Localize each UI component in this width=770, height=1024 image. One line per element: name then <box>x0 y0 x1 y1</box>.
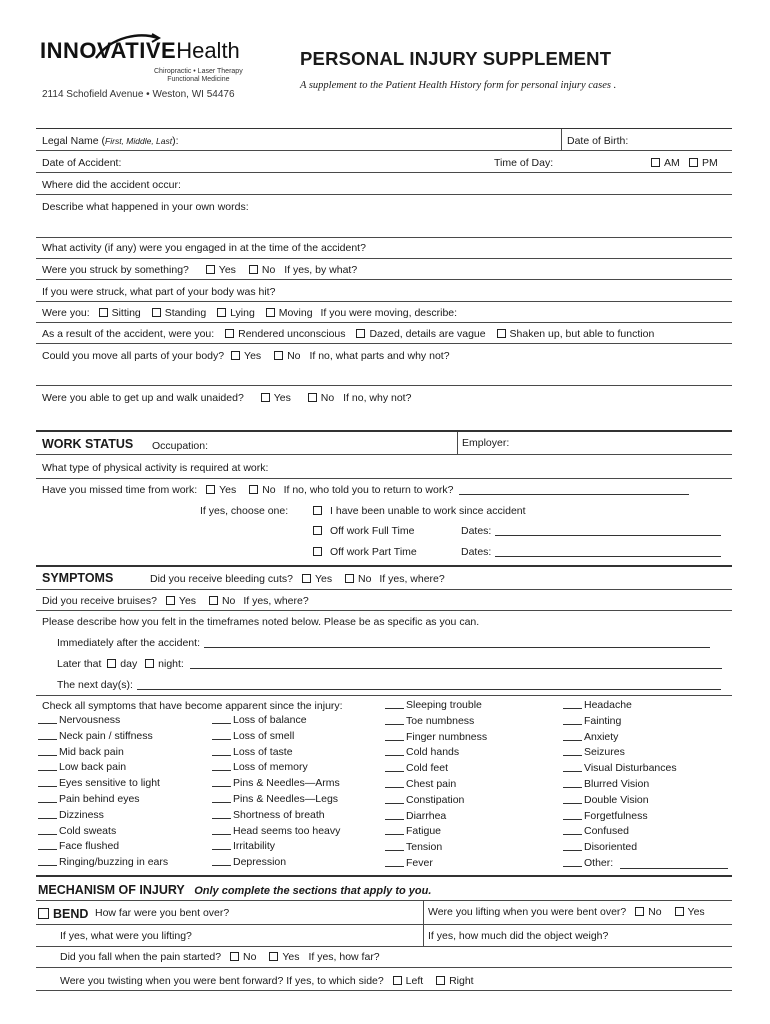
symptom-item[interactable] <box>385 698 487 714</box>
symptom-check-blank[interactable] <box>563 825 582 835</box>
dob-label: Date of Birth: <box>567 135 629 147</box>
divider <box>36 478 732 479</box>
bleeding-no[interactable]: No <box>345 573 371 585</box>
work-status-heading: WORK STATUS <box>42 437 134 451</box>
am-checkbox[interactable]: AM <box>651 157 680 169</box>
legal-name-label: Legal Name (First, Middle, Last): <box>42 135 179 147</box>
checkbox-icon[interactable] <box>308 393 317 402</box>
divider <box>36 194 732 195</box>
symptom-check-blank[interactable] <box>563 731 582 741</box>
symptom-check-blank[interactable] <box>212 825 231 835</box>
logo-tagline-2: Functional Medicine <box>167 76 230 83</box>
checkbox-icon[interactable] <box>230 952 239 961</box>
symptom-check-blank[interactable] <box>563 794 582 804</box>
symptom-item[interactable] <box>212 729 340 745</box>
symptom-label: Chest pain <box>406 777 457 790</box>
section-divider <box>36 565 732 567</box>
twist-left[interactable]: Left <box>393 975 424 987</box>
symptom-check-blank[interactable] <box>212 809 231 819</box>
lying-checkbox[interactable]: Lying <box>217 307 255 319</box>
symptom-check-blank[interactable] <box>385 825 404 835</box>
symptom-item[interactable] <box>385 824 487 840</box>
symptom-label: Finger numbness <box>406 730 488 743</box>
checkbox-icon[interactable] <box>206 485 215 494</box>
mechanism-note: Only complete the sections that apply to you. <box>194 885 432 897</box>
struck-part-label: If you were struck, what part of your body was hit? <box>42 286 276 298</box>
symptom-item[interactable] <box>563 809 677 825</box>
checkbox-icon[interactable] <box>436 976 445 985</box>
describe-label: Describe what happened in your own words: <box>42 201 249 213</box>
symptom-column-3 <box>385 698 487 872</box>
checkbox-icon[interactable] <box>145 659 154 668</box>
symptom-label: Head seems too heavy <box>233 824 341 837</box>
logo-swoosh-icon <box>92 32 162 62</box>
lifting-no[interactable]: No <box>635 906 661 918</box>
symptom-label: Cold hands <box>406 746 460 759</box>
symptom-label: Toe numbness <box>406 714 475 727</box>
symptom-label: Diarrhea <box>406 809 447 822</box>
full-time-dates-field[interactable] <box>495 526 721 536</box>
address: 2114 Schofield Avenue • Weston, WI 54476 <box>42 89 235 100</box>
missed-no[interactable]: No <box>249 484 275 496</box>
symptom-label: Pain behind eyes <box>59 792 140 805</box>
symptom-check-blank[interactable] <box>563 699 582 709</box>
logo-brand: INNOVATIVE <box>40 38 177 63</box>
symptom-item[interactable] <box>212 792 340 808</box>
symptom-check-blank[interactable] <box>385 841 404 851</box>
symptom-item[interactable] <box>385 809 487 825</box>
next-days-field[interactable] <box>137 680 721 690</box>
symptom-label: Fainting <box>584 714 622 727</box>
who-told-field[interactable] <box>459 485 689 495</box>
checkbox-icon[interactable] <box>689 158 698 167</box>
symptom-label: Visual Disturbances <box>584 762 677 775</box>
symptom-item[interactable] <box>212 760 340 776</box>
struck-yes[interactable]: Yes <box>206 264 236 276</box>
symptom-label: Loss of taste <box>233 745 293 758</box>
symptom-item[interactable] <box>385 777 487 793</box>
symptom-check-blank[interactable] <box>212 730 231 740</box>
checkbox-icon[interactable] <box>166 596 175 605</box>
symptom-label: Cold sweats <box>59 824 117 837</box>
symptom-column-2 <box>212 713 340 871</box>
page-title: PERSONAL INJURY SUPPLEMENT <box>300 48 612 69</box>
section-divider <box>36 875 732 877</box>
full-time-dates: Dates: <box>461 525 721 537</box>
mechanism-heading: MECHANISM OF INJURY <box>38 883 185 897</box>
bruises-no[interactable]: No <box>209 595 235 607</box>
symptom-check-blank[interactable] <box>38 777 57 787</box>
symptom-check-blank[interactable] <box>385 857 404 867</box>
checkbox-icon[interactable] <box>217 308 226 317</box>
bruises-row: Did you receive bruises? Yes No If yes, where? <box>42 595 309 607</box>
symptom-check-blank[interactable] <box>385 778 404 788</box>
divider <box>423 900 424 946</box>
divider <box>36 172 732 173</box>
symptom-check-blank[interactable] <box>385 794 404 804</box>
shaken-checkbox[interactable]: Shaken up, but able to function <box>497 328 655 340</box>
symptom-check-blank[interactable] <box>38 840 57 850</box>
activity-label: What activity (if any) were you engaged in at the time of the accident? <box>42 242 366 254</box>
symptom-label: Mid back pain <box>59 745 124 758</box>
symptom-check-blank[interactable] <box>212 777 231 787</box>
symptom-label: Pins & Needles—Legs <box>233 792 339 805</box>
symptom-label: Blurred Vision <box>584 777 650 790</box>
divider <box>36 924 732 925</box>
checkbox-icon[interactable] <box>249 485 258 494</box>
divider <box>36 258 732 259</box>
move-yes[interactable]: Yes <box>231 350 261 362</box>
part-time-dates-field[interactable] <box>495 547 721 557</box>
fall-no[interactable]: No <box>230 951 256 963</box>
symptom-label: Loss of balance <box>233 714 307 726</box>
symptom-label: Constipation <box>406 793 465 806</box>
symptom-label: Face flushed <box>59 840 120 853</box>
symptom-check-blank[interactable] <box>385 762 404 772</box>
divider <box>36 150 732 151</box>
checkbox-icon[interactable] <box>651 158 660 167</box>
symptom-label: Forgetfulness <box>584 809 648 822</box>
lifting-row: Were you lifting when you were bent over? No Yes <box>428 906 705 918</box>
symptom-check-blank[interactable] <box>212 746 231 756</box>
symptom-check-blank[interactable] <box>38 714 57 724</box>
symptom-check-blank[interactable] <box>385 731 404 741</box>
symptom-item[interactable] <box>563 840 677 856</box>
symptom-label: Irritability <box>233 840 276 853</box>
physical-label: What type of physical activity is required at work: <box>42 462 269 474</box>
twisting-row: Were you twisting when you were bent forward? If yes, to which side? Left Right <box>60 975 474 987</box>
symptom-check-blank[interactable] <box>212 856 231 866</box>
bruises-yes[interactable]: Yes <box>166 595 196 607</box>
move-parts-row: Could you move all parts of your body? Yes No If no, what parts and why not? <box>42 350 450 362</box>
symptom-item[interactable] <box>563 761 677 777</box>
employer-label: Employer: <box>462 437 510 449</box>
symptom-item[interactable] <box>385 761 487 777</box>
symptom-check-blank[interactable] <box>563 715 582 725</box>
checkbox-icon[interactable] <box>393 976 402 985</box>
pm-checkbox[interactable]: PM <box>689 157 718 169</box>
symptom-item[interactable] <box>563 714 677 730</box>
symptom-item[interactable] <box>563 793 677 809</box>
standing-checkbox[interactable]: Standing <box>152 307 206 319</box>
full-time-checkbox[interactable]: Off work Full Time <box>313 525 414 537</box>
symptom-label: Confused <box>584 825 629 838</box>
divider <box>36 967 732 968</box>
symptom-check-blank[interactable] <box>38 825 57 835</box>
next-days-row: The next day(s): <box>57 679 721 691</box>
symptom-label: Nervousness <box>59 714 121 726</box>
symptom-item[interactable] <box>38 745 168 761</box>
divider <box>36 990 732 991</box>
checkbox-icon[interactable] <box>225 329 234 338</box>
divider <box>36 385 732 386</box>
were-you-row: Were you: Sitting Standing Lying Moving If you were moving, describe: <box>42 307 458 319</box>
walk-yes[interactable]: Yes <box>261 392 291 404</box>
checkbox-icon[interactable] <box>635 907 644 916</box>
symptom-item[interactable] <box>385 714 487 730</box>
symptom-check-blank[interactable] <box>38 793 57 803</box>
divider <box>36 946 732 947</box>
later-row: Later that day night: <box>57 658 722 670</box>
symptoms-heading: SYMPTOMS <box>42 571 114 585</box>
checkbox-icon[interactable] <box>269 952 278 961</box>
symptom-item[interactable] <box>385 856 487 872</box>
symptom-label: Tension <box>406 841 443 854</box>
symptom-check-blank[interactable] <box>212 840 231 850</box>
checkbox-icon[interactable] <box>675 907 684 916</box>
symptom-check-blank[interactable] <box>563 841 582 851</box>
divider <box>36 343 732 344</box>
divider <box>36 589 732 590</box>
symptom-label: Dizziness <box>59 808 104 821</box>
symptom-check-blank[interactable] <box>563 857 582 867</box>
time-of-day-label: Time of Day: <box>494 157 554 169</box>
symptom-label: Double Vision <box>584 793 649 806</box>
divider <box>36 695 732 696</box>
symptom-item[interactable] <box>212 808 340 824</box>
symptom-item[interactable] <box>385 793 487 809</box>
symptom-item[interactable] <box>212 855 340 871</box>
move-no[interactable]: No <box>274 350 300 362</box>
bleeding-row: Did you receive bleeding cuts? Yes No If yes, where? <box>150 573 445 585</box>
symptom-check-blank[interactable] <box>563 762 582 772</box>
sitting-checkbox[interactable]: Sitting <box>99 307 141 319</box>
symptom-item[interactable] <box>212 824 340 840</box>
symptom-label: Fatigue <box>406 825 442 838</box>
symptom-check-blank[interactable] <box>38 730 57 740</box>
symptom-label: Depression <box>233 856 287 869</box>
symptom-item[interactable] <box>38 808 168 824</box>
symptom-check-blank[interactable] <box>38 809 57 819</box>
symptom-label: Headache <box>584 699 632 711</box>
checkbox-icon[interactable] <box>302 574 311 583</box>
unconscious-checkbox[interactable]: Rendered unconscious <box>225 328 345 340</box>
symptom-item[interactable] <box>385 840 487 856</box>
symptom-item[interactable] <box>38 729 168 745</box>
divider <box>36 900 732 901</box>
dazed-checkbox[interactable]: Dazed, details are vague <box>356 328 485 340</box>
immediately-field[interactable] <box>204 638 710 648</box>
section-divider <box>36 430 732 432</box>
symptom-item[interactable] <box>212 776 340 792</box>
part-time-dates: Dates: <box>461 546 721 558</box>
logo-tagline-1: Chiropractic • Laser Therapy <box>154 68 243 75</box>
later-field[interactable] <box>190 659 722 669</box>
unable-checkbox[interactable]: I have been unable to work since accident <box>313 505 526 517</box>
weigh-label: If yes, how much did the object weigh? <box>428 930 609 942</box>
symptom-check-blank[interactable] <box>212 761 231 771</box>
symptom-check-blank[interactable] <box>563 746 582 756</box>
symptom-item[interactable] <box>38 855 168 871</box>
what-lifting-label: If yes, what were you lifting? <box>60 930 192 942</box>
symptom-label: Disoriented <box>584 841 638 854</box>
checkbox-icon[interactable] <box>266 308 275 317</box>
divider <box>36 610 732 611</box>
symptom-label: Low back pain <box>59 761 127 774</box>
checkbox-icon[interactable] <box>274 351 283 360</box>
symptom-item[interactable] <box>38 776 168 792</box>
checkbox-icon[interactable] <box>249 265 258 274</box>
symptom-column-1 <box>38 713 168 871</box>
symptom-check-blank[interactable] <box>38 761 57 771</box>
mechanism-heading-row <box>38 881 431 899</box>
part-time-checkbox[interactable]: Off work Part Time <box>313 546 417 558</box>
checkbox-icon[interactable] <box>313 547 322 556</box>
symptom-label: Pins & Needles—Arms <box>233 777 340 790</box>
symptom-item[interactable] <box>212 839 340 855</box>
fall-yes[interactable]: Yes <box>269 951 299 963</box>
symptom-check-blank[interactable] <box>38 746 57 756</box>
symptom-check-blank[interactable] <box>563 810 582 820</box>
missed-row: Have you missed time from work: Yes No If no, who told you to return to work? <box>42 484 689 496</box>
occupation-label: Occupation: <box>152 440 209 452</box>
symptom-item[interactable] <box>563 777 677 793</box>
divider <box>36 279 732 280</box>
logo-health: Health <box>176 38 240 63</box>
divider <box>457 432 458 454</box>
checkbox-icon[interactable] <box>209 596 218 605</box>
immediately-row: Immediately after the accident: <box>57 637 710 649</box>
symptom-item[interactable] <box>563 856 677 872</box>
symptom-item[interactable] <box>38 792 168 808</box>
symptom-item[interactable] <box>38 760 168 776</box>
walk-no[interactable]: No <box>308 392 334 404</box>
symptom-check-blank[interactable] <box>385 810 404 820</box>
fall-row: Did you fall when the pain started? No Yes If yes, how far? <box>60 951 380 963</box>
symptom-item[interactable] <box>212 713 340 729</box>
logo <box>40 38 240 64</box>
symptom-item[interactable] <box>38 713 168 729</box>
missed-yes[interactable]: Yes <box>206 484 236 496</box>
symptom-column-4 <box>563 698 677 872</box>
symptom-item[interactable] <box>563 698 677 714</box>
struck-no[interactable]: No <box>249 264 275 276</box>
symptom-check-blank[interactable] <box>563 778 582 788</box>
checkbox-icon[interactable] <box>261 393 270 402</box>
symptom-item[interactable] <box>38 839 168 855</box>
later-day-checkbox[interactable]: day <box>107 658 137 670</box>
symptom-check-blank[interactable] <box>38 856 57 866</box>
checkbox-icon[interactable] <box>38 908 49 919</box>
checkbox-icon[interactable] <box>107 659 116 668</box>
checkbox-icon[interactable] <box>99 308 108 317</box>
divider <box>36 454 732 455</box>
symptom-label: Eyes sensitive to light <box>59 777 160 790</box>
result-row: As a result of the accident, were you: Rendered unconscious Dazed, details are vague Shaken up, but able to function <box>42 328 655 340</box>
logo-tagline <box>154 68 243 84</box>
checkbox-icon[interactable] <box>345 574 354 583</box>
symptom-label: Shortness of breath <box>233 808 325 821</box>
bend-checkbox[interactable]: BEND <box>38 905 88 923</box>
symptom-item[interactable] <box>385 745 487 761</box>
struck-row: Were you struck by something? Yes No If yes, by what? <box>42 264 358 276</box>
other-field[interactable] <box>620 868 728 869</box>
symptom-check-blank[interactable] <box>385 715 404 725</box>
symptom-label: Other: <box>584 856 614 869</box>
symptom-check-blank[interactable] <box>212 793 231 803</box>
symptom-check-blank[interactable] <box>212 714 231 724</box>
checkbox-icon[interactable] <box>497 329 506 338</box>
divider <box>36 322 732 323</box>
symptom-item[interactable] <box>385 730 487 746</box>
symptom-label: Cold feet <box>406 762 449 775</box>
divider <box>36 237 732 238</box>
checkbox-icon[interactable] <box>313 526 322 535</box>
divider <box>36 128 732 129</box>
checkbox-icon[interactable] <box>313 506 322 515</box>
symptom-label: Loss of memory <box>233 761 308 774</box>
check-all-label: Check all symptoms that have become apparent since the injury: <box>42 700 343 712</box>
later-night-checkbox[interactable]: night: <box>145 658 184 670</box>
symptom-check-blank[interactable] <box>385 699 404 709</box>
divider <box>561 129 562 150</box>
twist-right[interactable]: Right <box>436 975 474 987</box>
symptom-item[interactable] <box>563 824 677 840</box>
checkbox-icon[interactable] <box>206 265 215 274</box>
checkbox-icon[interactable] <box>356 329 365 338</box>
walk-row: Were you able to get up and walk unaided? Yes No If no, why not? <box>42 392 412 404</box>
divider <box>36 301 732 302</box>
where-label: Where did the accident occur: <box>42 179 181 191</box>
checkbox-icon[interactable] <box>231 351 240 360</box>
moving-checkbox[interactable]: Moving <box>266 307 313 319</box>
symptom-label: Ringing/buzzing in ears <box>59 856 169 869</box>
choose-label: If yes, choose one: <box>200 505 289 517</box>
page-subtitle: A supplement to the Patient Health History form for personal injury cases . <box>300 80 617 91</box>
checkbox-icon[interactable] <box>152 308 161 317</box>
symptom-label: Seizures <box>584 746 625 759</box>
symptom-item[interactable] <box>563 730 677 746</box>
symptom-label: Neck pain / stiffness <box>59 729 153 742</box>
symptom-label: Sleeping trouble <box>406 699 482 711</box>
how-far-bent-label: How far were you bent over? <box>95 907 230 919</box>
symptom-item[interactable] <box>212 745 340 761</box>
lifting-yes[interactable]: Yes <box>675 906 705 918</box>
bleeding-yes[interactable]: Yes <box>302 573 332 585</box>
symptom-label: Loss of smell <box>233 729 295 742</box>
symptom-item[interactable] <box>38 824 168 840</box>
timeframes-label: Please describe how you felt in the timeframes noted below. Please be as specific as you can. <box>42 616 480 628</box>
symptom-item[interactable] <box>563 745 677 761</box>
date-of-accident-label: Date of Accident: <box>42 157 122 169</box>
symptom-label: Fever <box>406 856 433 869</box>
symptom-check-blank[interactable] <box>385 746 404 756</box>
symptom-label: Anxiety <box>584 730 619 743</box>
